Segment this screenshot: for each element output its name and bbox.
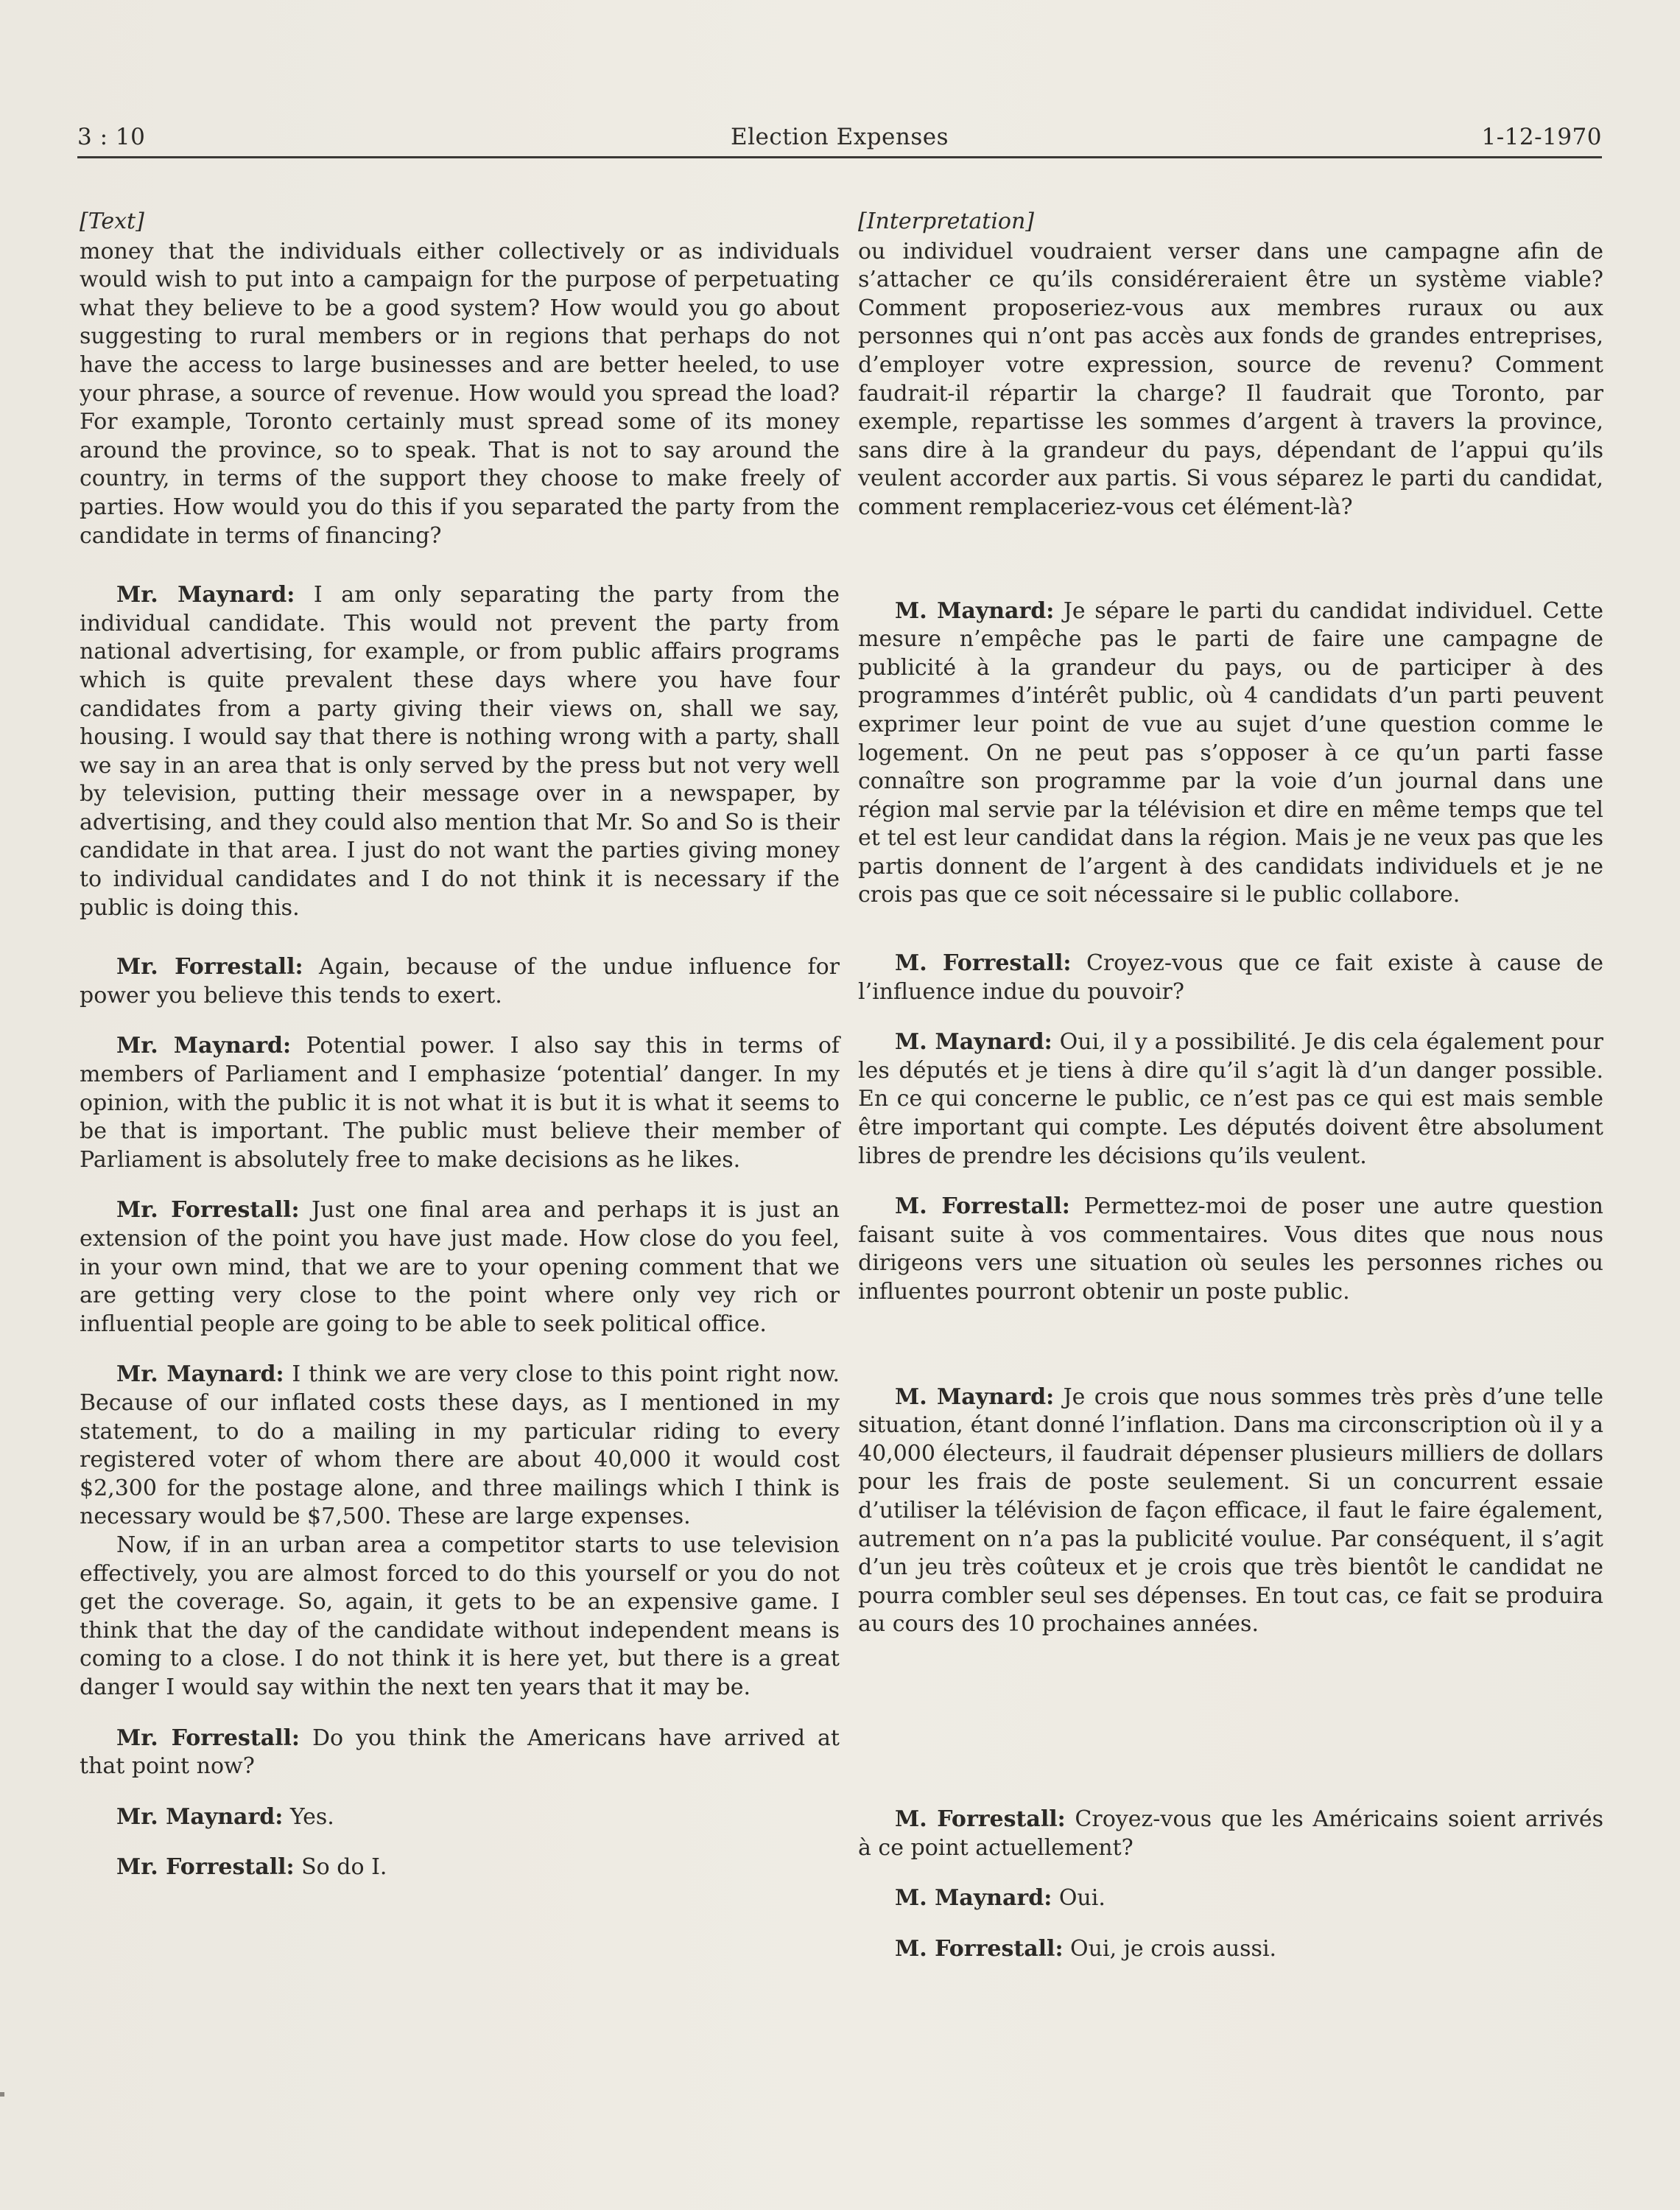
speech-text: Now, if in an urban area a competitor starts to use television effectively, you are almost forced to do this yourself or you do not get the coverage. So, again, it gets to be an expensive game. I think that the day of the candidate without independent means is coming to a close. I do not think it is here yet, but there is a great danger I would say within the next ten years that it may be. xyxy=(80,1532,840,1700)
column-spacer xyxy=(858,1639,1603,1783)
speaker-name: M. Maynard: xyxy=(895,597,1055,624)
transcript-paragraph xyxy=(80,1853,840,1882)
speech-text: Do you think the Americans have arrived at that point now? xyxy=(80,1725,840,1780)
transcript-paragraph xyxy=(858,597,1603,911)
scan-edge-mark xyxy=(0,2092,4,2097)
page-date: 1-12-1970 xyxy=(1481,124,1602,150)
speech-text: money that the individuals either collectively or as individuals would wish to put into a campaign for the purpose of perpetuating what they believe to be a good system? How would you go about suggesting to rural members or in regions that perhaps do not have the access to large businesses and are better heeled, to use your phrase, a source of revenue. How would you spread the load? For example, Toronto certainly must spread some of its money around the province, so to speak. That is not to say around the country, in terms of the support they choose to make freely of parties. How would you do this if you separated the party from the candidate in terms of financing? xyxy=(80,238,840,549)
speech-text: So do I. xyxy=(294,1854,387,1881)
transcript-paragraph xyxy=(80,953,840,1010)
transcript-paragraph xyxy=(80,1032,840,1174)
speaker-name: Mr. Forrestall: xyxy=(116,954,303,981)
speaker-name: Mr. Forrestall: xyxy=(116,1197,300,1224)
transcript-paragraph xyxy=(858,950,1603,1006)
speech-text: Potential power. I also say this in terms of members of Parliament and I emphasize ‘potential’ danger. In my opinion, with the public it is not what it is but it is what it seems to be that is important. The public must believe their member of Parliament is absolutely free to make decisions as he likes. xyxy=(80,1033,840,1173)
speaker-name: Mr. Forrestall: xyxy=(116,1854,295,1881)
column-spacer xyxy=(858,910,1603,919)
speech-text: Oui, je crois aussi. xyxy=(1063,1935,1277,1962)
speech-text: Je crois que nous sommes très près d’une telle situation, étant donné l’inflation. Dans ma circonscription où il y a 40,000 électeurs, il faudrait dépenser plusieurs milliers de dollars pour les frais de poste seulement. Si un concurrent essaie d’utiliser la télévision de façon efficace, il faut le faire également, autrement on n’a pas la publicité voulue. Par conséquent, il s’agit d’un jeu très coûteux et je crois que très bientôt le candidat ne pourra combler seul ses dépenses. En tout cas, ce fait se produira au cours des 10 prochaines années. xyxy=(858,1383,1603,1638)
speaker-name: Mr. Forrestall: xyxy=(116,1725,300,1751)
english-column xyxy=(80,208,840,1882)
column-spacer xyxy=(858,522,1603,566)
page-title: Election Expenses xyxy=(730,124,949,150)
speech-text: Yes. xyxy=(283,1803,334,1830)
transcript-paragraph xyxy=(858,1383,1603,1639)
transcript-paragraph xyxy=(80,238,840,551)
transcript-paragraph xyxy=(858,1884,1603,1913)
transcript-paragraph xyxy=(80,581,840,922)
transcript-paragraph xyxy=(858,1028,1603,1171)
transcript-paragraph xyxy=(80,1803,840,1832)
transcript-paragraph xyxy=(858,1806,1603,1862)
speaker-name: M. Forrestall: xyxy=(895,1193,1070,1220)
speaker-name: M. Maynard: xyxy=(895,1383,1055,1410)
speaker-name: M. Forrestall: xyxy=(895,1935,1064,1962)
transcript-paragraph xyxy=(858,1193,1603,1306)
speech-text: Je sépare le parti du candidat individuel. Cette mesure n’empêche pas le parti de faire une campagne de publicité à la grandeur du pays, ou de participer à des programmes d’intérêt public, où 4 candidats d’un parti peuvent exprimer leur point de vue au sujet d’une question comme le logement. On ne peut pas s’opposer à ce qu’un parti fasse connaître son programme par la voie d’un journal dans une région mal servie par la télévision et dire en même temps que tel et tel est leur candidat dans la région. Mais je ne veux pas que les partis donnent de l’argent à des candidats individuels et je ne crois pas que ce soit nécessaire si le public collabore. xyxy=(858,597,1604,908)
speech-text: Oui. xyxy=(1052,1885,1106,1912)
speech-text: Croyez-vous que ce fait existe à cause de l’influence indue du pouvoir? xyxy=(858,950,1604,1005)
speech-text: Permettez-moi de poser une autre question faisant suite à vos commentaires. Vous dites que nous nous dirigeons vers une situation où seules les personnes riches ou influentes pourront obtenir un poste public. xyxy=(858,1193,1604,1305)
transcript-paragraph xyxy=(858,1935,1603,1964)
speech-text: I am only separating the party from the individual candidate. This would not prevent the party from national advertising, for example, or from public affairs programs which is quite prevalent these days where you have four candidates from a party giving their views on, shall we say, housing. I would say that there is nothing wrong with a party, shall we say in an area that is only served by the press but not very well by television, putting their message over in a newspaper, by advertising, and they could also mention that Mr. So and So is their candidate in that area. I just do not want the parties giving money to individual candidates and I do not think it is necessary if the public is doing this. xyxy=(80,582,840,921)
speaker-name: M. Forrestall: xyxy=(895,1806,1066,1832)
speech-text: Again, because of the undue influence for power you believe this tends to exert. xyxy=(80,954,840,1008)
page-number: 3 : 10 xyxy=(77,124,146,150)
column-spacer xyxy=(858,1307,1603,1361)
speech-text: Oui, il y a possibilité. Je dis cela également pour les députés et je tiens à dire qu’il s’agit là d’un danger possible. En ce qui concerne le public, ce n’est pas ce qui est mais semble être important qui compte. Les députés doivent être absolument libres de prendre les décisions qu’ils veulent. xyxy=(858,1029,1603,1169)
speaker-name: Mr. Maynard: xyxy=(116,1361,284,1388)
speaker-name: M. Maynard: xyxy=(895,1029,1052,1056)
speaker-name: Mr. Maynard: xyxy=(116,582,295,608)
speech-text: Croyez-vous que les Américains soient arrivés à ce point actuellement? xyxy=(858,1806,1603,1861)
column-label: [Interpretation] xyxy=(858,208,1035,234)
transcript-paragraph xyxy=(80,1725,840,1781)
speech-text: I think we are very close to this point right now. Because of our inflated costs these days, as I mentioned in my statement, to do a mailing in my particular riding to every registered voter of whom there are about 40,000 it would cost $2,300 for the postage alone, and three mailings which I think is necessary would be $7,500. These are large expenses. xyxy=(80,1361,840,1530)
speaker-name: M. Maynard: xyxy=(895,1885,1052,1912)
french-column xyxy=(858,208,1603,1963)
speaker-name: Mr. Maynard: xyxy=(116,1033,292,1059)
speech-text: Just one final area and perhaps it is just an extension of the point you have just made. How close do you feel, in your own mind, that we are to your opening comment that we are getting very close to the point where only vey rich or influential people are going to be able to seek political office. xyxy=(80,1197,840,1337)
transcript-paragraph xyxy=(80,1532,840,1702)
column-label: [Text] xyxy=(80,208,144,234)
page-header xyxy=(77,110,1602,158)
transcript-paragraph xyxy=(80,1361,840,1532)
transcript-paragraph xyxy=(858,238,1603,522)
speech-text: ou individuel voudraient verser dans une campagne afin de s’attacher ce qu’ils considéreraient être un système viable? Comment proposeriez-vous aux membres ruraux ou aux personnes qui n’ont pas accès aux fonds de grandes entreprises, d’employer votre expression, source de revenu? Comment faudrait-il répartir la charge? Il faudrait que Toronto, par exemple, repartisse les sommes d’argent à travers la province, sans dire à la grandeur du pays, dépendant de l’appui qu’ils veulent accorder aux partis. Si vous séparez le parti du candidat, comment remplaceriez-vous cet élément-là? xyxy=(858,238,1603,520)
speaker-name: Mr. Maynard: xyxy=(116,1803,284,1830)
transcript-paragraph xyxy=(80,1196,840,1339)
speaker-name: M. Forrestall: xyxy=(895,950,1072,977)
